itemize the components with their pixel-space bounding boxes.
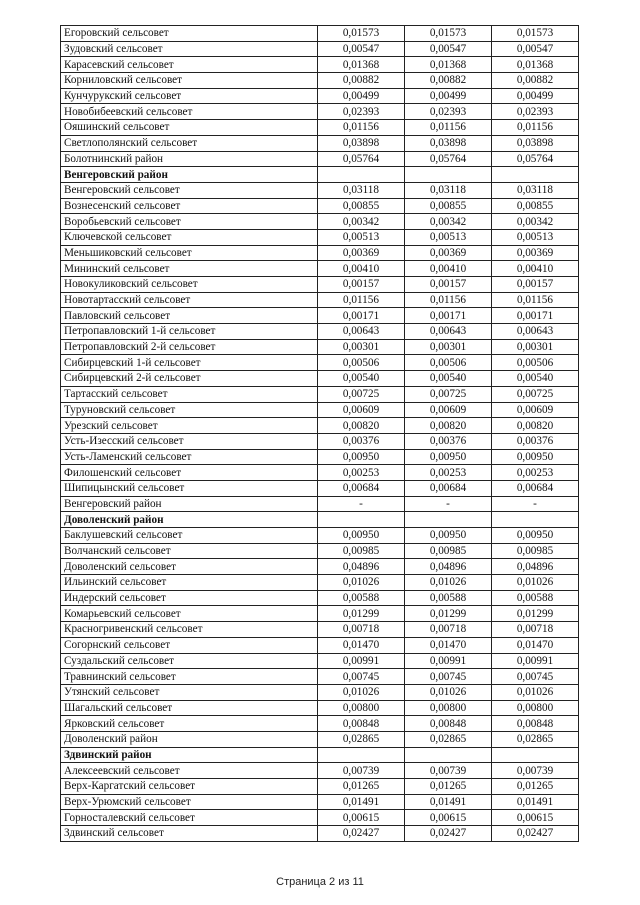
value-cell-3: 0,01026 [492, 575, 579, 591]
table-row [61, 73, 579, 89]
table-row [61, 684, 579, 700]
value-cell-1: 0,00369 [318, 245, 405, 261]
value-cell-3: 0,00950 [492, 449, 579, 465]
table-row [61, 606, 579, 622]
value-cell-1: 0,03898 [318, 135, 405, 151]
value-cell-2: 0,00991 [405, 653, 492, 669]
value-cell-2: 0,00643 [405, 324, 492, 340]
table-row [61, 465, 579, 481]
value-cell-1: 0,00342 [318, 214, 405, 230]
municipality-name-cell: Светлополянский сельсовет [61, 135, 318, 151]
value-cell-1: 0,00540 [318, 371, 405, 387]
section-title: Доволенский район [61, 512, 318, 528]
empty-cell [405, 512, 492, 528]
table-row [61, 57, 579, 73]
value-cell-2: 0,00882 [405, 73, 492, 89]
value-cell-3: 0,00410 [492, 261, 579, 277]
table-row [61, 104, 579, 120]
value-cell-2: 0,00684 [405, 480, 492, 496]
table-row [61, 700, 579, 716]
value-cell-1: 0,01470 [318, 637, 405, 653]
value-cell-2: 0,00985 [405, 543, 492, 559]
value-cell-3: 0,00800 [492, 700, 579, 716]
value-cell-3: 0,00369 [492, 245, 579, 261]
table-row [61, 229, 579, 245]
empty-cell [492, 747, 579, 763]
value-cell-3: 0,02427 [492, 826, 579, 842]
municipality-name-cell: Сибирцевский 1-й сельсовет [61, 355, 318, 371]
value-cell-1: 0,00950 [318, 528, 405, 544]
municipality-name-cell: Болотнинский район [61, 151, 318, 167]
municipality-name-cell: Мининский сельсовет [61, 261, 318, 277]
value-cell-1: 0,01368 [318, 57, 405, 73]
table-row [61, 182, 579, 198]
value-cell-2: 0,00615 [405, 810, 492, 826]
value-cell-3: 0,02865 [492, 731, 579, 747]
value-cell-1: 0,00985 [318, 543, 405, 559]
value-cell-2: 0,02393 [405, 104, 492, 120]
value-cell-3: 0,00745 [492, 669, 579, 685]
value-cell-3: 0,03118 [492, 182, 579, 198]
value-cell-1: 0,00991 [318, 653, 405, 669]
value-cell-1: 0,00171 [318, 308, 405, 324]
municipality-name-cell: Меньшиковский сельсовет [61, 245, 318, 261]
value-cell-2: 0,00301 [405, 339, 492, 355]
value-cell-1: 0,01156 [318, 292, 405, 308]
table-row [61, 590, 579, 606]
value-cell-3: 0,01299 [492, 606, 579, 622]
value-cell-3: 0,00855 [492, 198, 579, 214]
municipality-name-cell: Воробьевский сельсовет [61, 214, 318, 230]
value-cell-2: 0,00410 [405, 261, 492, 277]
table-row [61, 371, 579, 387]
value-cell-2: 0,00848 [405, 716, 492, 732]
value-cell-2: 0,00499 [405, 88, 492, 104]
value-cell-1: 0,02427 [318, 826, 405, 842]
municipality-name-cell: Усть-Ламенский сельсовет [61, 449, 318, 465]
value-cell-2: 0,04896 [405, 559, 492, 575]
value-cell-2: 0,00739 [405, 763, 492, 779]
value-cell-1: 0,00615 [318, 810, 405, 826]
table-row [61, 324, 579, 340]
section-header-row [61, 747, 579, 763]
table-row [61, 528, 579, 544]
municipality-name-cell: Новобибеевский сельсовет [61, 104, 318, 120]
value-cell-2: 0,05764 [405, 151, 492, 167]
table-row [61, 292, 579, 308]
municipality-name-cell: Красногривенский сельсовет [61, 622, 318, 638]
municipality-name-cell: Петропавловский 2-й сельсовет [61, 339, 318, 355]
table-row [61, 88, 579, 104]
municipality-name-cell: Венгеровский сельсовет [61, 182, 318, 198]
value-cell-2: 0,00376 [405, 433, 492, 449]
value-cell-2: 0,02427 [405, 826, 492, 842]
value-cell-2: 0,01368 [405, 57, 492, 73]
value-cell-1: 0,03118 [318, 182, 405, 198]
value-cell-2: 0,00609 [405, 402, 492, 418]
table-row [61, 355, 579, 371]
municipality-name-cell: Павловский сельсовет [61, 308, 318, 324]
value-cell-2: 0,00588 [405, 590, 492, 606]
municipality-name-cell: Баклушевский сельсовет [61, 528, 318, 544]
value-cell-2: 0,03898 [405, 135, 492, 151]
value-cell-1: 0,00800 [318, 700, 405, 716]
section-header-row [61, 167, 579, 183]
value-cell-3: - [492, 496, 579, 512]
municipality-name-cell: Егоровский сельсовет [61, 26, 318, 42]
municipality-name-cell: Доволенский сельсовет [61, 559, 318, 575]
value-cell-2: 0,00855 [405, 198, 492, 214]
municipality-name-cell: Шипицынский сельсовет [61, 480, 318, 496]
value-cell-1: 0,00848 [318, 716, 405, 732]
value-cell-2: 0,00547 [405, 41, 492, 57]
table-row [61, 543, 579, 559]
table-row [61, 245, 579, 261]
municipality-name-cell: Верх-Каргатский сельсовет [61, 779, 318, 795]
table-row [61, 575, 579, 591]
value-cell-1: 0,00376 [318, 433, 405, 449]
value-cell-1: 0,01491 [318, 794, 405, 810]
empty-cell [318, 167, 405, 183]
table-row [61, 433, 579, 449]
value-cell-3: 0,00985 [492, 543, 579, 559]
table-row [61, 716, 579, 732]
value-cell-2: 0,00800 [405, 700, 492, 716]
value-cell-2: 0,00342 [405, 214, 492, 230]
value-cell-1: 0,00882 [318, 73, 405, 89]
table-row [61, 480, 579, 496]
table-row [61, 41, 579, 57]
table-row [61, 810, 579, 826]
value-cell-1: 0,00739 [318, 763, 405, 779]
value-cell-3: 0,01156 [492, 292, 579, 308]
empty-cell [492, 512, 579, 528]
value-cell-1: 0,01026 [318, 684, 405, 700]
value-cell-1: 0,00301 [318, 339, 405, 355]
municipality-name-cell: Филошенский сельсовет [61, 465, 318, 481]
table-row [61, 653, 579, 669]
value-cell-2: 0,01265 [405, 779, 492, 795]
empty-cell [405, 167, 492, 183]
value-cell-3: 0,00882 [492, 73, 579, 89]
table-row [61, 198, 579, 214]
section-header-row [61, 512, 579, 528]
table-row [61, 559, 579, 575]
table-row [61, 731, 579, 747]
value-cell-1: 0,00684 [318, 480, 405, 496]
value-cell-2: 0,01156 [405, 120, 492, 136]
municipality-name-cell: Карасевский сельсовет [61, 57, 318, 73]
municipality-name-cell: Кунчурукский сельсовет [61, 88, 318, 104]
section-title: Здвинский район [61, 747, 318, 763]
value-cell-1: 0,00253 [318, 465, 405, 481]
value-cell-3: 0,00684 [492, 480, 579, 496]
value-cell-2: 0,01156 [405, 292, 492, 308]
value-cell-2: 0,01491 [405, 794, 492, 810]
municipality-name-cell: Тартасский сельсовет [61, 386, 318, 402]
value-cell-3: 0,00513 [492, 229, 579, 245]
municipality-name-cell: Здвинский сельсовет [61, 826, 318, 842]
table-row [61, 449, 579, 465]
value-cell-3: 0,01573 [492, 26, 579, 42]
value-cell-1: 0,00410 [318, 261, 405, 277]
value-cell-2: 0,01299 [405, 606, 492, 622]
coefficients-table [60, 25, 579, 842]
value-cell-3: 0,00171 [492, 308, 579, 324]
municipality-name-cell: Комарьевский сельсовет [61, 606, 318, 622]
value-cell-3: 0,00376 [492, 433, 579, 449]
table-row [61, 779, 579, 795]
page-number: Страница 2 из 11 [276, 876, 364, 888]
value-cell-3: 0,05764 [492, 151, 579, 167]
value-cell-1: 0,00725 [318, 386, 405, 402]
value-cell-1: 0,01026 [318, 575, 405, 591]
table-row [61, 418, 579, 434]
value-cell-1: 0,04896 [318, 559, 405, 575]
value-cell-3: 0,00499 [492, 88, 579, 104]
value-cell-3: 0,01026 [492, 684, 579, 700]
value-cell-3: 0,00342 [492, 214, 579, 230]
value-cell-2: 0,01026 [405, 684, 492, 700]
table-row [61, 826, 579, 842]
value-cell-3: 0,00506 [492, 355, 579, 371]
table-row [61, 151, 579, 167]
value-cell-1: 0,00588 [318, 590, 405, 606]
municipality-name-cell: Суздальский сельсовет [61, 653, 318, 669]
value-cell-2: 0,01573 [405, 26, 492, 42]
value-cell-2: 0,00745 [405, 669, 492, 685]
value-cell-3: 0,00253 [492, 465, 579, 481]
value-cell-1: 0,00609 [318, 402, 405, 418]
value-cell-2: 0,00157 [405, 277, 492, 293]
municipality-name-cell: Травнинский сельсовет [61, 669, 318, 685]
municipality-name-cell: Туруновский сельсовет [61, 402, 318, 418]
municipality-name-cell: Зудовский сельсовет [61, 41, 318, 57]
municipality-name-cell: Венгеровский район [61, 496, 318, 512]
value-cell-1: 0,01299 [318, 606, 405, 622]
municipality-name-cell: Урезский сельсовет [61, 418, 318, 434]
value-cell-3: 0,00739 [492, 763, 579, 779]
municipality-name-cell: Волчанский сельсовет [61, 543, 318, 559]
municipality-name-cell: Доволенский район [61, 731, 318, 747]
table-row [61, 339, 579, 355]
table-row [61, 26, 579, 42]
value-cell-2: 0,01026 [405, 575, 492, 591]
value-cell-1: 0,00157 [318, 277, 405, 293]
value-cell-3: 0,00718 [492, 622, 579, 638]
empty-cell [318, 747, 405, 763]
value-cell-1: 0,00643 [318, 324, 405, 340]
value-cell-2: 0,01470 [405, 637, 492, 653]
municipality-name-cell: Алексеевский сельсовет [61, 763, 318, 779]
value-cell-2: - [405, 496, 492, 512]
value-cell-2: 0,00950 [405, 528, 492, 544]
value-cell-3: 0,03898 [492, 135, 579, 151]
table-row [61, 794, 579, 810]
municipality-name-cell: Верх-Урюмский сельсовет [61, 794, 318, 810]
municipality-name-cell: Утянский сельсовет [61, 684, 318, 700]
value-cell-3: 0,00725 [492, 386, 579, 402]
value-cell-1: 0,00820 [318, 418, 405, 434]
value-cell-1: 0,00547 [318, 41, 405, 57]
table-row [61, 496, 579, 512]
value-cell-1: 0,02865 [318, 731, 405, 747]
value-cell-3: 0,00820 [492, 418, 579, 434]
table-row [61, 214, 579, 230]
municipality-name-cell: Индерский сельсовет [61, 590, 318, 606]
value-cell-2: 0,02865 [405, 731, 492, 747]
value-cell-2: 0,00725 [405, 386, 492, 402]
value-cell-3: 0,00301 [492, 339, 579, 355]
municipality-name-cell: Новокуликовский сельсовет [61, 277, 318, 293]
empty-cell [405, 747, 492, 763]
value-cell-1: 0,00745 [318, 669, 405, 685]
value-cell-2: 0,00718 [405, 622, 492, 638]
table-row [61, 261, 579, 277]
municipality-name-cell: Новотартасский сельсовет [61, 292, 318, 308]
value-cell-3: 0,00615 [492, 810, 579, 826]
value-cell-1: 0,00718 [318, 622, 405, 638]
value-cell-3: 0,00609 [492, 402, 579, 418]
empty-cell [318, 512, 405, 528]
municipality-name-cell: Вознесенский сельсовет [61, 198, 318, 214]
table-row [61, 637, 579, 653]
table-row [61, 402, 579, 418]
value-cell-3: 0,00950 [492, 528, 579, 544]
municipality-name-cell: Сибирцевский 2-й сельсовет [61, 371, 318, 387]
table-row [61, 763, 579, 779]
value-cell-1: 0,00513 [318, 229, 405, 245]
value-cell-3: 0,00848 [492, 716, 579, 732]
value-cell-1: 0,01573 [318, 26, 405, 42]
municipality-name-cell: Шагальский сельсовет [61, 700, 318, 716]
value-cell-2: 0,00513 [405, 229, 492, 245]
table-row [61, 622, 579, 638]
municipality-name-cell: Ярковский сельсовет [61, 716, 318, 732]
value-cell-2: 0,00540 [405, 371, 492, 387]
table-row [61, 135, 579, 151]
municipality-name-cell: Корниловский сельсовет [61, 73, 318, 89]
value-cell-1: - [318, 496, 405, 512]
table-row [61, 669, 579, 685]
value-cell-2: 0,03118 [405, 182, 492, 198]
value-cell-3: 0,01156 [492, 120, 579, 136]
value-cell-1: 0,01265 [318, 779, 405, 795]
municipality-name-cell: Усть-Изесский сельсовет [61, 433, 318, 449]
municipality-name-cell: Горносталевский сельсовет [61, 810, 318, 826]
value-cell-1: 0,01156 [318, 120, 405, 136]
value-cell-3: 0,00547 [492, 41, 579, 57]
value-cell-2: 0,00171 [405, 308, 492, 324]
value-cell-3: 0,01491 [492, 794, 579, 810]
value-cell-3: 0,00991 [492, 653, 579, 669]
value-cell-2: 0,00253 [405, 465, 492, 481]
value-cell-1: 0,00506 [318, 355, 405, 371]
section-title: Венгеровский район [61, 167, 318, 183]
municipality-name-cell: Ояшинский сельсовет [61, 120, 318, 136]
value-cell-1: 0,00950 [318, 449, 405, 465]
value-cell-3: 0,01368 [492, 57, 579, 73]
value-cell-3: 0,04896 [492, 559, 579, 575]
table-row [61, 386, 579, 402]
value-cell-3: 0,01470 [492, 637, 579, 653]
table-row [61, 120, 579, 136]
empty-cell [492, 167, 579, 183]
value-cell-1: 0,00855 [318, 198, 405, 214]
value-cell-3: 0,00643 [492, 324, 579, 340]
value-cell-3: 0,00540 [492, 371, 579, 387]
value-cell-3: 0,02393 [492, 104, 579, 120]
table-row [61, 277, 579, 293]
value-cell-2: 0,00506 [405, 355, 492, 371]
table-row [61, 308, 579, 324]
value-cell-1: 0,05764 [318, 151, 405, 167]
value-cell-3: 0,00588 [492, 590, 579, 606]
value-cell-2: 0,00950 [405, 449, 492, 465]
value-cell-3: 0,00157 [492, 277, 579, 293]
municipality-name-cell: Ключевской сельсовет [61, 229, 318, 245]
municipality-name-cell: Согорнский сельсовет [61, 637, 318, 653]
table-body [61, 26, 579, 842]
municipality-name-cell: Петропавловский 1-й сельсовет [61, 324, 318, 340]
value-cell-2: 0,00820 [405, 418, 492, 434]
value-cell-3: 0,01265 [492, 779, 579, 795]
value-cell-2: 0,00369 [405, 245, 492, 261]
municipality-name-cell: Ильинский сельсовет [61, 575, 318, 591]
value-cell-1: 0,02393 [318, 104, 405, 120]
value-cell-1: 0,00499 [318, 88, 405, 104]
